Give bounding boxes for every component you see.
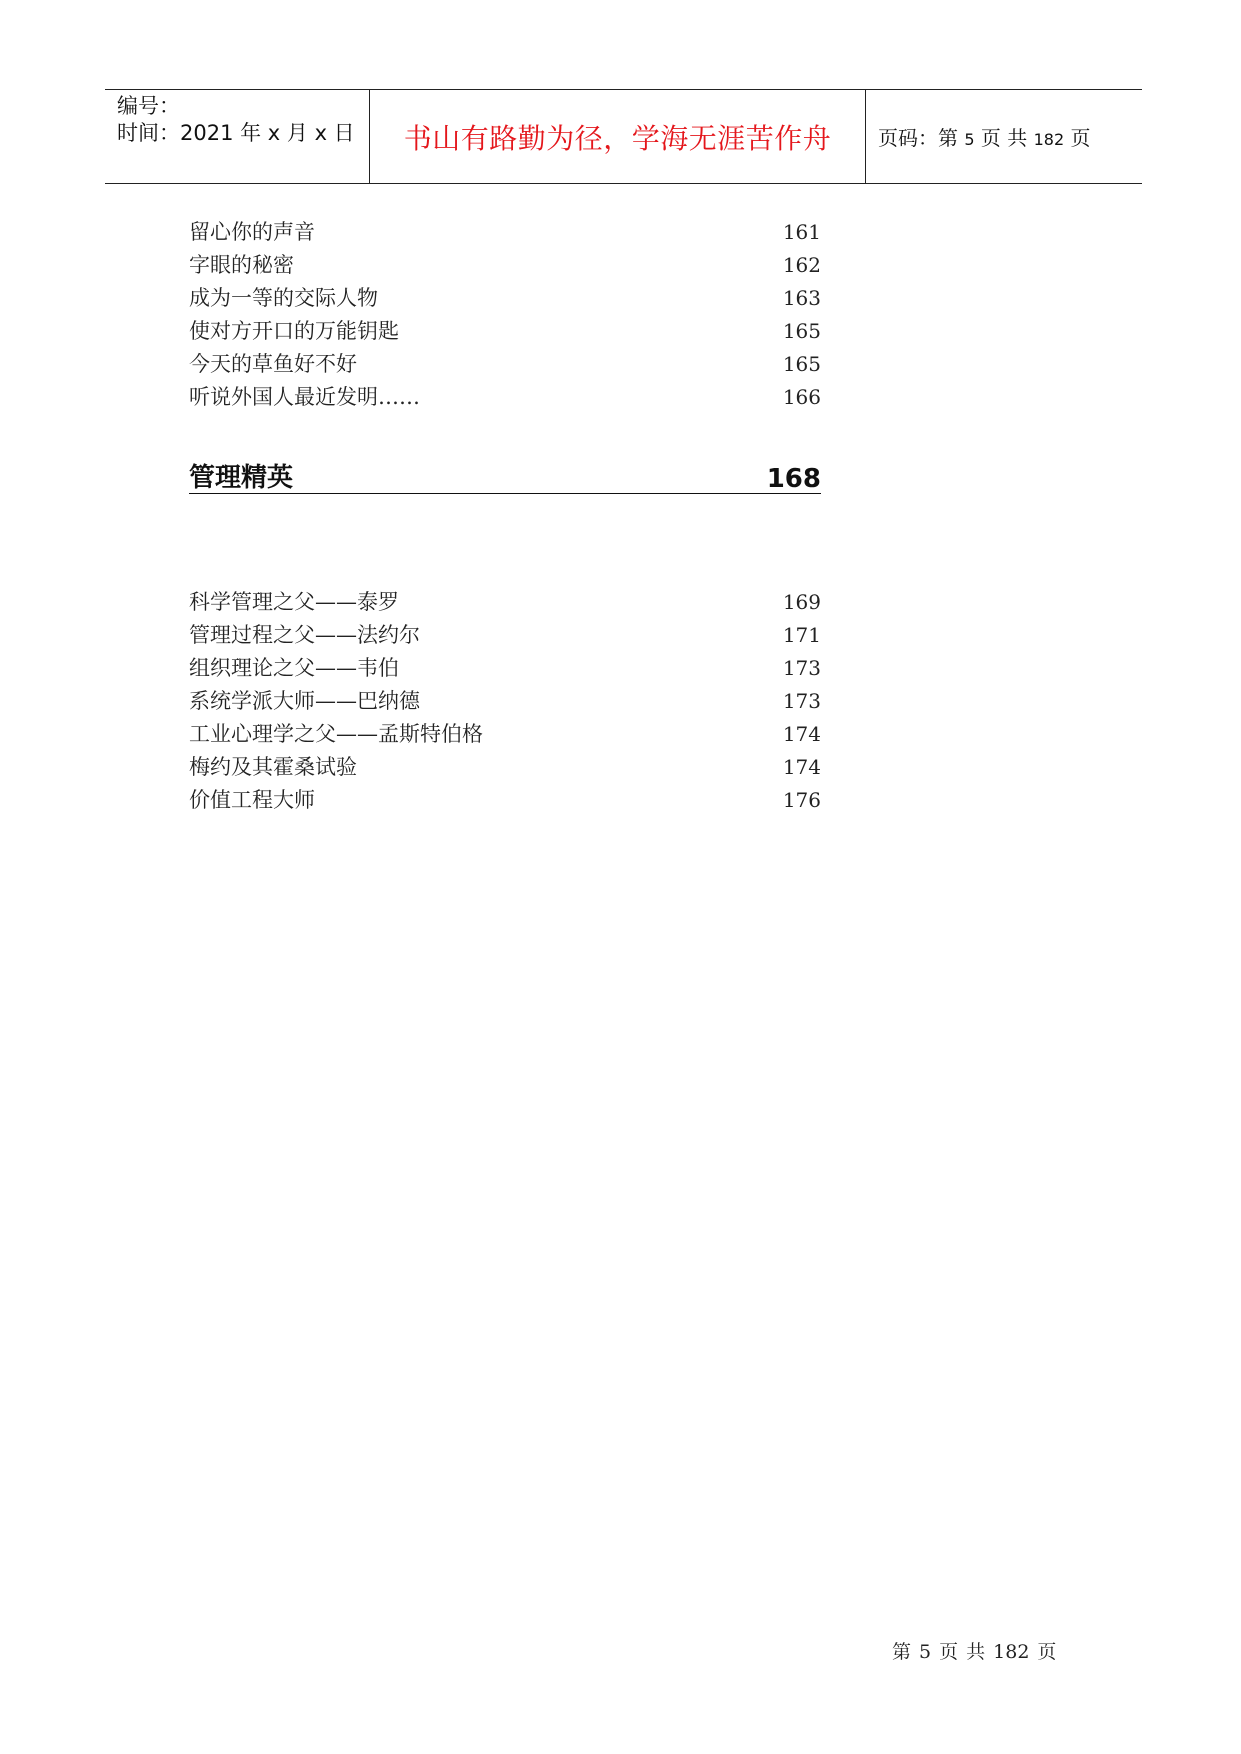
document-date: 时间：2021 年 x 月 x 日 [117, 121, 355, 145]
footer-page-total: 182 [993, 1641, 1030, 1663]
toc-list-2 [189, 586, 821, 817]
toc-entry[interactable] [189, 282, 821, 315]
toc-entry[interactable] [189, 216, 821, 249]
toc-entry-page: 174 [782, 755, 821, 779]
footer-page-current: 5 [919, 1641, 932, 1663]
toc-entry[interactable] [189, 315, 821, 348]
toc-entry[interactable] [189, 249, 821, 282]
toc-entry[interactable] [189, 718, 821, 751]
toc-entry-title: 留心你的声音 [189, 220, 315, 244]
page-current: 5 [964, 130, 975, 149]
toc-entry[interactable] [189, 751, 821, 784]
toc-entry[interactable] [189, 381, 821, 414]
page-total: 182 [1033, 130, 1065, 149]
toc-entry-page: 171 [782, 623, 821, 647]
toc-entry[interactable] [189, 685, 821, 718]
toc-entry[interactable] [189, 784, 821, 817]
toc-entry-page: 174 [782, 722, 821, 746]
toc-entry[interactable] [189, 348, 821, 381]
toc-entry-page: 166 [782, 385, 821, 409]
page-prefix: 页码：第 [878, 126, 958, 150]
toc-entry-page: 165 [782, 352, 821, 376]
toc-entry-page: 161 [782, 220, 821, 244]
page-footer [892, 1637, 1064, 1664]
toc-entry-title: 字眼的秘密 [189, 253, 294, 277]
toc-entry-title: 今天的草鱼好不好 [189, 352, 357, 376]
toc-entry-title: 科学管理之父——泰罗 [189, 590, 399, 614]
toc-entry-title: 管理过程之父——法约尔 [189, 623, 420, 647]
footer-word: 页 [1037, 1641, 1057, 1663]
toc-entry-title: 梅约及其霍桑试验 [189, 755, 357, 779]
header-motto-cell [370, 90, 866, 183]
section-title: 管理精英 [189, 463, 294, 493]
toc-entry-title: 工业心理学之父——孟斯特伯格 [189, 722, 483, 746]
toc-entry-page: 165 [782, 319, 821, 343]
toc-entry-title: 组织理论之父——韦伯 [189, 656, 399, 680]
page-suffix: 页 [1070, 126, 1091, 150]
toc-list-1 [189, 216, 821, 414]
toc-entry-title: 系统学派大师——巴纳德 [189, 689, 420, 713]
header-info-cell [105, 90, 370, 183]
header-page-cell [866, 90, 1142, 183]
toc-entry-page: 163 [782, 286, 821, 310]
footer-word: 第 [892, 1641, 912, 1663]
toc-entry-page: 173 [782, 689, 821, 713]
page-mid: 页 共 [980, 126, 1028, 150]
toc-entry[interactable] [189, 652, 821, 685]
header-page-code [878, 122, 1091, 151]
toc-entry-page: 162 [782, 253, 821, 277]
toc-entry-title: 成为一等的交际人物 [189, 286, 378, 310]
toc-section-heading[interactable] [189, 458, 821, 494]
footer-word: 页 [939, 1641, 959, 1663]
section-page: 168 [766, 464, 821, 494]
toc-entry-page: 176 [782, 788, 821, 812]
document-number-label: 编号： [117, 94, 180, 118]
toc-entry-page: 173 [782, 656, 821, 680]
page-header [105, 89, 1142, 184]
toc-entry[interactable] [189, 619, 821, 652]
toc-entry[interactable] [189, 586, 821, 619]
toc-entry-title: 听说外国人最近发明…… [189, 385, 420, 409]
footer-word: 共 [966, 1641, 986, 1663]
header-motto: 书山有路勤为径，学海无涯苦作舟 [403, 121, 832, 155]
toc-entry-page: 169 [782, 590, 821, 614]
toc-entry-title: 价值工程大师 [189, 788, 315, 812]
toc-entry-title: 使对方开口的万能钥匙 [189, 319, 399, 343]
